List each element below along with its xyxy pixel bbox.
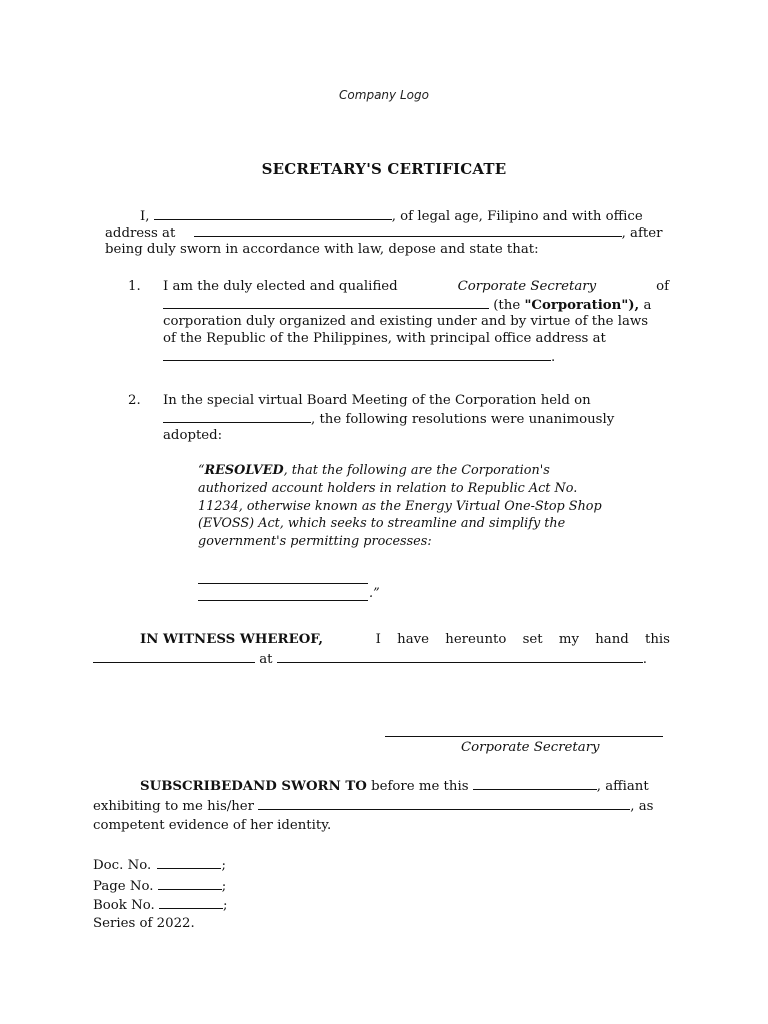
witness-text: at [259, 652, 273, 667]
semicolon: ; [222, 898, 228, 913]
item-1-line-1 [163, 279, 669, 294]
page-no-label: Page No. [93, 879, 154, 894]
intro-text: , after [621, 226, 663, 241]
semicolon: ; [221, 858, 226, 873]
doc-no-label: Doc. No. [93, 858, 152, 873]
company-logo-placeholder: Company Logo [339, 88, 429, 102]
witness-line-1 [140, 632, 670, 647]
principal-address-blank [163, 348, 551, 361]
page-no-blank [158, 877, 222, 890]
page-no-field [93, 877, 226, 894]
resolution-line-3: 11234, otherwise known as the Energy Virtual One-Stop Shop [198, 499, 602, 514]
book-no-label: Book No. [93, 898, 155, 913]
item-1-number: 1. [128, 279, 141, 294]
secretary-signature-label: Corporate Secretary [461, 740, 600, 755]
meeting-date-blank [163, 410, 311, 423]
item-1-text: (the [493, 298, 521, 313]
witness-place-blank [277, 650, 643, 663]
corporate-secretary-term: Corporate Secretary [457, 279, 597, 294]
quote-mark: “ [198, 463, 205, 478]
witness-text: I have hereunto set my hand this [375, 632, 670, 647]
jurat-line-2 [93, 797, 654, 814]
name-blank [154, 207, 392, 220]
jurat-line-1 [140, 777, 649, 794]
witness-date-blank [93, 650, 255, 663]
item-2-line-1: In the special virtual Board Meeting of the Corporation held on [163, 393, 591, 408]
jurat-text: exhibiting to me his/her [93, 799, 255, 814]
witness-text: . [642, 652, 647, 667]
jurat-text: , as [630, 799, 654, 814]
corporation-term: "Corporation"), [524, 298, 640, 313]
item-1-line-5 [163, 348, 555, 365]
resolution-line-4: (EVOSS) Act, which seeks to streamline and simplify the [198, 516, 566, 531]
item-2-line-2 [163, 410, 614, 427]
intro-text: , of legal age, Filipino and with office [391, 209, 643, 224]
resolution-close: .” [369, 586, 380, 601]
account-holder-blank-1 [198, 583, 368, 584]
resolved-term: RESOLVED [204, 463, 284, 478]
doc-no-field [93, 856, 226, 873]
jurat-line-3: competent evidence of her identity. [93, 818, 332, 833]
document-title: SECRETARY'S CERTIFICATE [261, 160, 507, 178]
book-no-blank [159, 896, 223, 909]
account-holder-blank-2 [198, 600, 368, 601]
jurat-text: before me this [371, 779, 469, 794]
item-1-line-3: corporation duly organized and existing under and by virtue of the laws [163, 314, 649, 329]
item-1-line-4: of the Republic of the Philippines, with principal office address at [163, 331, 606, 346]
doc-no-blank [157, 856, 221, 869]
resolution-line-1 [198, 463, 550, 478]
item-1-line-2 [163, 296, 651, 313]
witness-line-2 [93, 650, 647, 667]
corporation-name-blank [163, 296, 489, 309]
jurat-text: , affiant [596, 779, 649, 794]
item-1-text: a [643, 298, 652, 313]
identity-evidence-blank [258, 797, 630, 810]
resolution-line-2: authorized account holders in relation to Republic Act No. [198, 481, 578, 496]
resolution-line-5: government's permitting processes: [198, 534, 432, 549]
intro-text: I, [140, 209, 150, 224]
intro-line-2 [105, 224, 662, 241]
semicolon: ; [221, 879, 227, 894]
jurat-date-blank [473, 777, 597, 790]
book-no-field [93, 896, 227, 913]
office-address-blank [194, 224, 622, 237]
item-1-text: I am the duly elected and qualified [163, 279, 398, 294]
secretary-signature-line [385, 736, 663, 737]
resolution-text: , that the following are the Corporation's [283, 463, 550, 478]
intro-text: address at [105, 226, 176, 241]
intro-line-3: being duly sworn in accordance with law, depose and state that: [105, 242, 539, 257]
item-1-text: of [656, 279, 669, 294]
jurat-term: SUBSCRIBEDAND SWORN TO [140, 779, 367, 794]
item-1-text: . [551, 350, 556, 365]
witness-term: IN WITNESS WHEREOF, [140, 632, 324, 647]
item-2-number: 2. [128, 393, 141, 408]
series-line: Series of 2022. [93, 916, 195, 931]
item-2-text: , the following resolutions were unanimously [311, 412, 615, 427]
item-2-line-3: adopted: [163, 428, 223, 443]
intro-line-1 [140, 207, 643, 224]
